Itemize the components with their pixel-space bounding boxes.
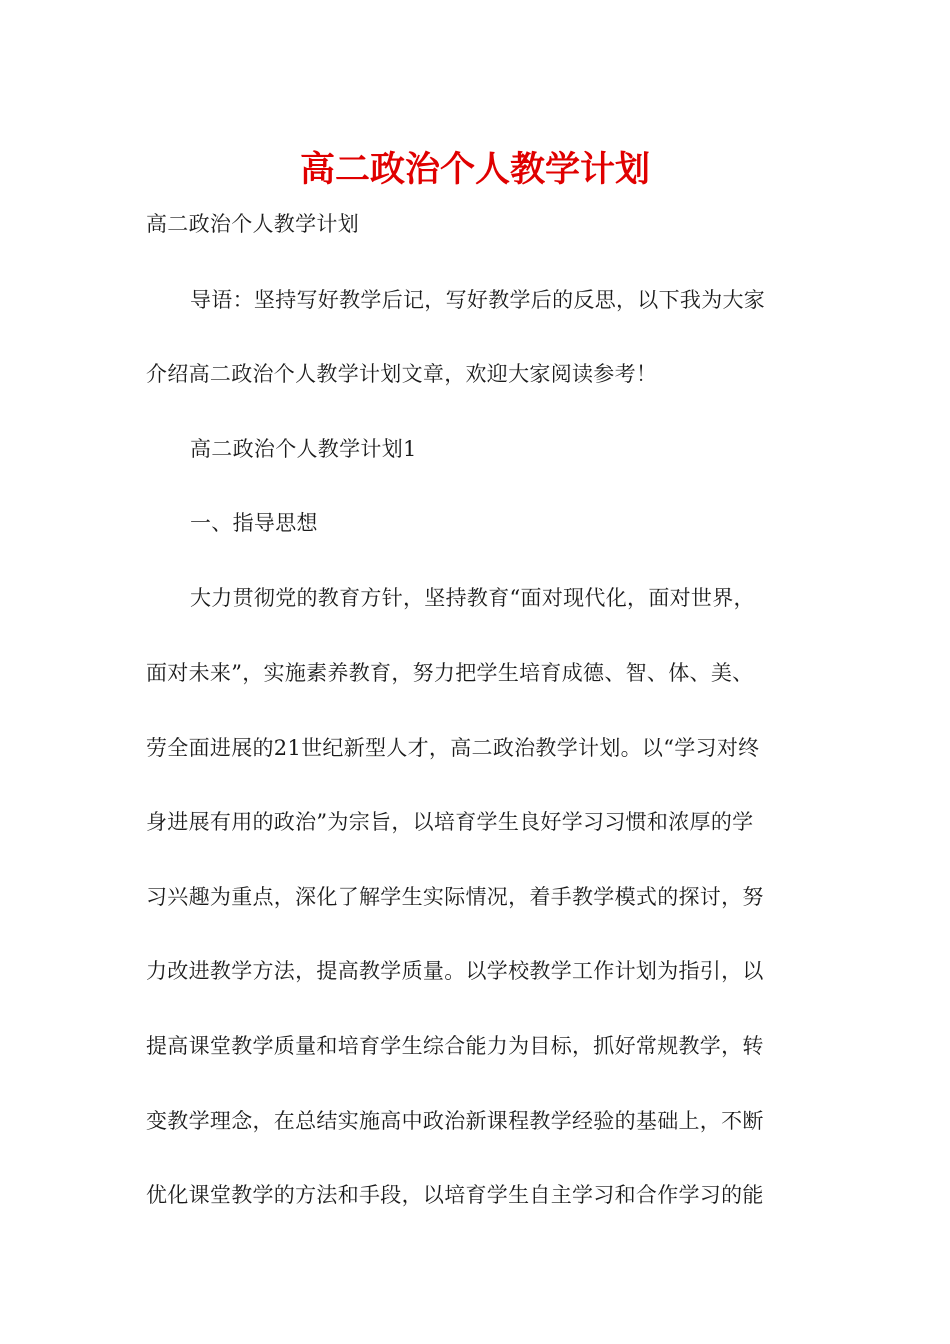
paragraph-line: 变教学理念，在总结实施高中政治新课程教学经验的基础上，不断 [146, 1109, 764, 1133]
paragraph-line: 身进展有用的政治”为宗旨，以培育学生良好学习习惯和浓厚的学 [146, 810, 754, 834]
paragraph-line: 优化课堂教学的方法和手段，以培育学生自主学习和合作学习的能 [146, 1183, 764, 1207]
paragraph-line: 提高课堂教学质量和培育学生综合能力为目标，抓好常规教学，转 [146, 1034, 764, 1058]
paragraph-line: 导语：坚持写好教学后记，写好教学后的反思，以下我为大家 [190, 288, 766, 312]
subtitle-line: 高二政治个人教学计划 [146, 212, 359, 236]
paragraph-line: 大力贯彻党的教育方针，坚持教育“面对现代化，面对世界， [190, 586, 755, 610]
section-heading: 高二政治个人教学计划1 [190, 437, 417, 461]
paragraph-line: 习兴趣为重点，深化了解学生实际情况，着手教学模式的探讨，努 [146, 885, 764, 909]
paragraph-line: 劳全面进展的21世纪新型人才，高二政治教学计划。以“学习对终 [146, 736, 760, 760]
document-title: 高二政治个人教学计划 [299, 150, 650, 190]
paragraph-line: 力改进教学方法，提高教学质量。以学校教学工作计划为指引，以 [146, 959, 764, 983]
section-heading: 一、指导思想 [190, 511, 318, 535]
paragraph-line: 面对未来”，实施素养教育，努力把学生培育成德、智、体、美、 [146, 661, 754, 685]
paragraph-line: 介绍高二政治个人教学计划文章，欢迎大家阅读参考！ [146, 362, 658, 386]
